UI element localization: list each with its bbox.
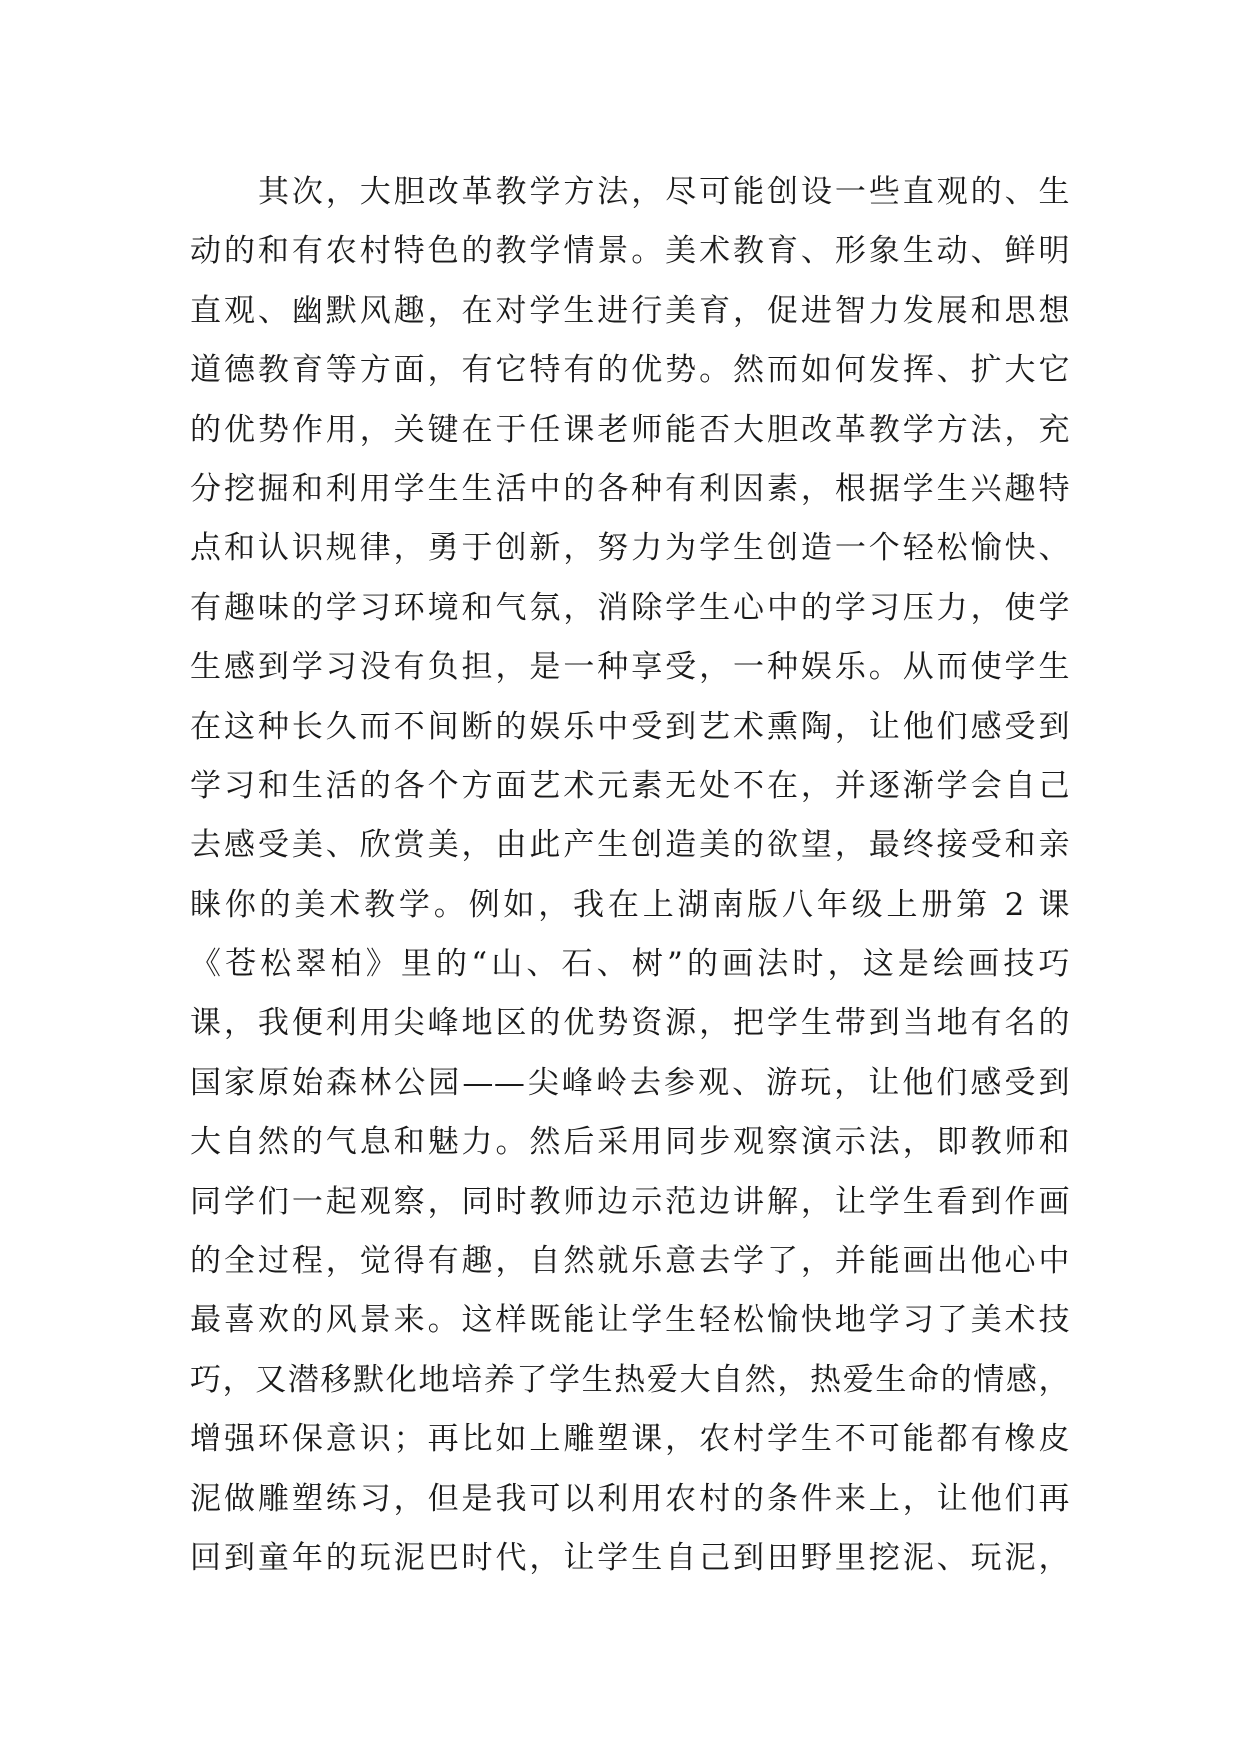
text-line: 睐你的美术教学。例如，我在上湖南版八年级上册第 2 课 bbox=[190, 886, 1070, 923]
text-line: 直观、幽默风趣，在对学生进行美育，促进智力发展和思想 bbox=[190, 292, 1070, 329]
text-line: 分挖掘和利用学生生活中的各种有利因素，根据学生兴趣特 bbox=[190, 470, 1070, 507]
text-line: 大自然的气息和魅力。然后采用同步观察演示法，即教师和 bbox=[190, 1124, 1070, 1161]
text-line: 在这种长久而不间断的娱乐中受到艺术熏陶，让他们感受到 bbox=[190, 708, 1070, 745]
text-line: 泥做雕塑练习，但是我可以利用农村的条件来上，让他们再 bbox=[190, 1480, 1070, 1517]
text-line: 课，我便利用尖峰地区的优势资源，把学生带到当地有名的 bbox=[190, 1005, 1070, 1042]
text-line: 的全过程，觉得有趣，自然就乐意去学了，并能画出他心中 bbox=[190, 1243, 1070, 1280]
text-line: 的优势作用，关键在于任课老师能否大胆改革教学方法，充 bbox=[190, 411, 1070, 448]
text-line: 道德教育等方面，有它特有的优势。然而如何发挥、扩大它 bbox=[190, 352, 1070, 389]
text-line: 增强环保意识；再比如上雕塑课，农村学生不可能都有橡皮 bbox=[190, 1421, 1070, 1458]
text-line: 回到童年的玩泥巴时代，让学生自己到田野里挖泥、玩泥， bbox=[190, 1539, 1070, 1576]
text-line: 其次，大胆改革教学方法，尽可能创设一些直观的、生 bbox=[258, 174, 1070, 210]
text-line: 动的和有农村特色的教学情景。美术教育、形象生动、鲜明 bbox=[190, 233, 1070, 270]
text-line: 学习和生活的各个方面艺术元素无处不在，并逐渐学会自己 bbox=[190, 767, 1070, 804]
text-line: 生感到学习没有负担，是一种享受，一种娱乐。从而使学生 bbox=[190, 649, 1070, 686]
text-line: 最喜欢的风景来。这样既能让学生轻松愉快地学习了美术技 bbox=[190, 1302, 1070, 1339]
text-line: 有趣味的学习环境和气氛，消除学生心中的学习压力，使学 bbox=[190, 589, 1070, 626]
body-paragraph bbox=[190, 163, 1070, 1588]
text-line: 同学们一起观察，同时教师边示范边讲解，让学生看到作画 bbox=[190, 1183, 1070, 1220]
text-line: 巧，又潜移默化地培养了学生热爱大自然，热爱生命的情感， bbox=[190, 1361, 1070, 1398]
text-line: 去感受美、欣赏美，由此产生创造美的欲望，最终接受和亲 bbox=[190, 827, 1070, 864]
text-line: 点和认识规律，勇于创新，努力为学生创造一个轻松愉快、 bbox=[190, 530, 1070, 567]
text-line: 国家原始森林公园——尖峰岭去参观、游玩，让他们感受到 bbox=[190, 1064, 1070, 1101]
text-line: 《苍松翠柏》里的“山、石、树”的画法时，这是绘画技巧 bbox=[190, 946, 1070, 983]
